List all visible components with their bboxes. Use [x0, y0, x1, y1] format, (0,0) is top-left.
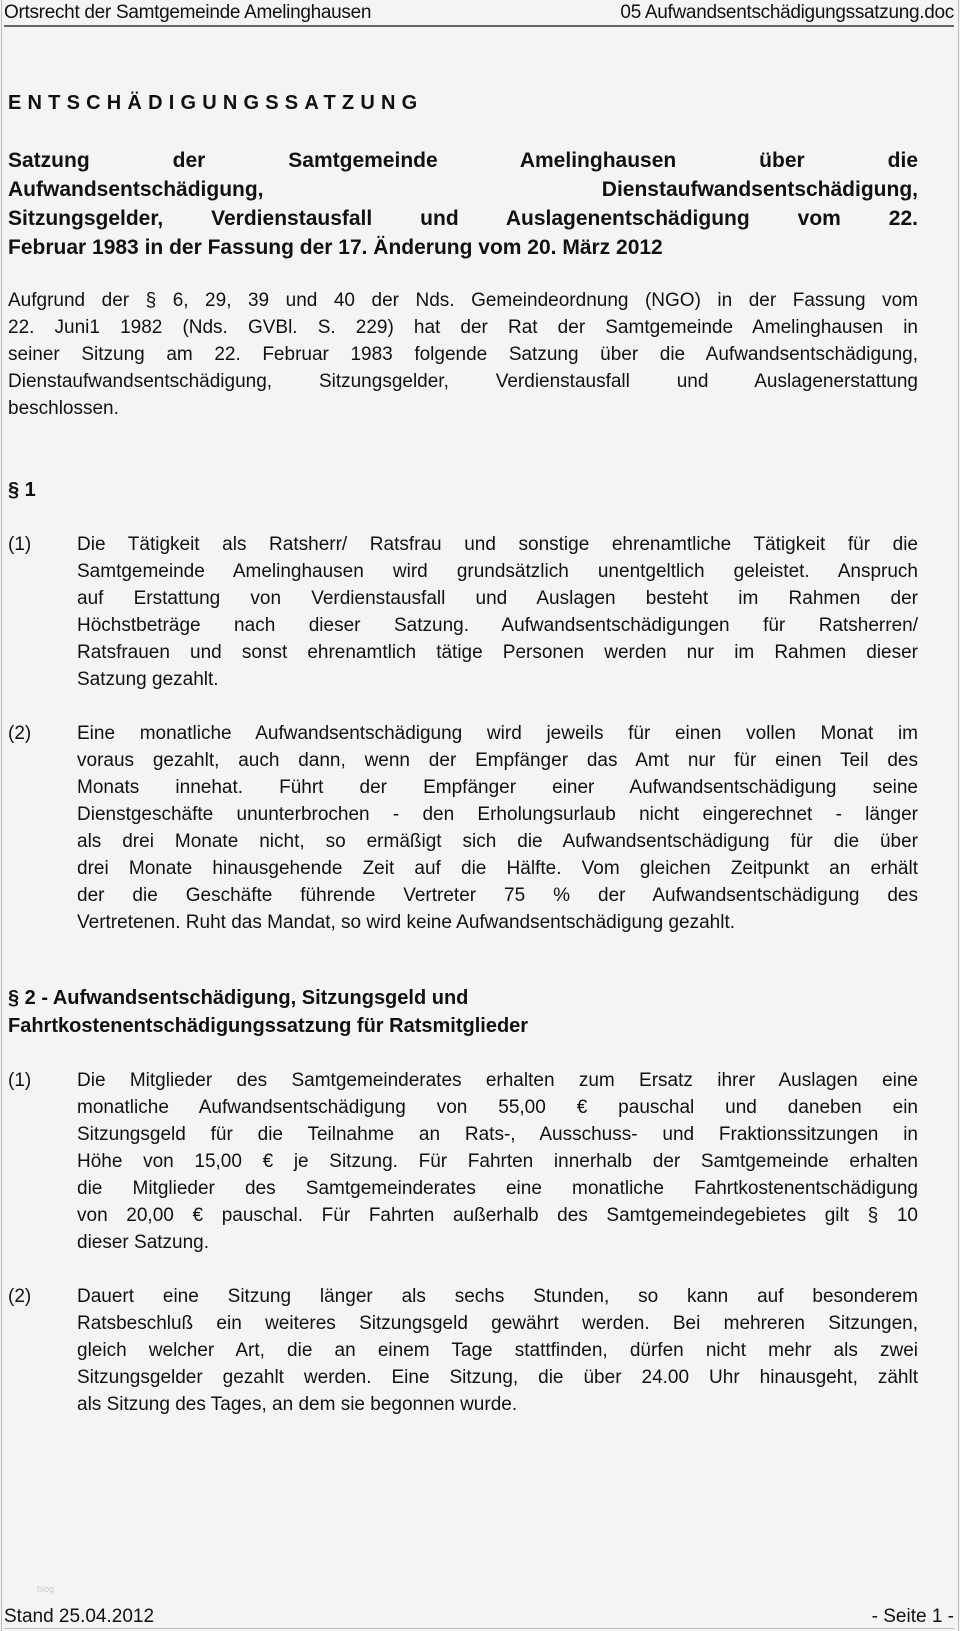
- text-line: Aufwandsentschädigung, Dienstaufwandsentschädigung,: [8, 178, 918, 201]
- item-text: [77, 1283, 918, 1418]
- text-line: Die Mitglieder des Samtgemeinderates erhalten zum Ersatz ihrer Auslagen eine: [77, 1070, 918, 1091]
- section-1-item-1: [8, 531, 918, 693]
- document-title: ENTSCHÄDIGUNGSSATZUNG: [8, 92, 424, 114]
- item-text: [77, 531, 918, 693]
- text-line: Sitzungsgelder, Verdienstausfall und Auslagenentschädigung vom 22.: [8, 207, 918, 230]
- text-line: gleich welcher Art, die an einem Tage stattfinden, dürfen nicht mehr als zwei: [77, 1340, 918, 1361]
- text-line: als Sitzung des Tages, an dem sie begonnen wurde.: [77, 1394, 518, 1415]
- subtitle: [8, 146, 918, 262]
- section-1-item-2: [8, 720, 918, 936]
- section-2-heading-line: Fahrtkostenentschädigungssatzung für Ratsmitglieder: [8, 1015, 529, 1037]
- text-line: von 20,00 € pauschal. Für Fahrten außerhalb des Samtgemeindegebietes gilt § 10: [77, 1205, 918, 1226]
- page-footer: [4, 1606, 954, 1629]
- text-line: dieser Satzung.: [77, 1232, 210, 1253]
- watermark: blog: [37, 1584, 55, 1594]
- text-line: Die Tätigkeit als Ratsherr/ Ratsfrau und sonstige ehrenamtliche Tätigkeit für die: [77, 534, 918, 555]
- section-2-heading-line: § 2 - Aufwandsentschädigung, Sitzungsgeld und: [8, 987, 469, 1009]
- header-left: Ortsrecht der Samtgemeinde Amelinghausen: [4, 2, 372, 23]
- preamble: [8, 287, 918, 422]
- footer-date: Stand 25.04.2012: [4, 1606, 155, 1627]
- text-line: voraus gezahlt, auch dann, wenn der Empfänger das Amt nur für einen Teil des: [77, 750, 918, 771]
- text-line: Monats innehat. Führt der Empfänger einer Aufwandsentschädigung seine: [77, 777, 918, 798]
- text-line: 22. Juni1 1982 (Nds. GVBl. S. 229) hat der Rat der Samtgemeinde Amelinghausen in: [8, 317, 918, 338]
- text-line: Höchstbeträge nach dieser Satzung. Aufwandsentschädigungen für Ratsherren/: [77, 615, 918, 636]
- text-line: Dauert eine Sitzung länger als sechs Stunden, so kann auf besonderem: [77, 1286, 918, 1307]
- text-line: Ratsfrauen und sonst ehrenamtlich tätige Personen werden nur im Rahmen dieser: [77, 642, 918, 663]
- header-right: 05 Aufwandsentschädigungssatzung.doc: [620, 2, 954, 23]
- section-1-heading: § 1: [8, 479, 36, 501]
- item-text: [77, 720, 918, 936]
- footer-page-number: - Seite 1 -: [871, 1606, 954, 1627]
- text-line: Höhe von 15,00 € je Sitzung. Für Fahrten innerhalb der Samtgemeinde erhalten: [77, 1151, 918, 1172]
- text-line: Dienstaufwandsentschädigung, Sitzungsgelder, Verdienstausfall und Auslagenerstattung: [8, 371, 918, 392]
- text-line: Eine monatliche Aufwandsentschädigung wird jeweils für einen vollen Monat im: [77, 723, 918, 744]
- section-2-item-1: [8, 1067, 918, 1256]
- item-text: [77, 1067, 918, 1256]
- item-number: (2): [8, 1286, 32, 1307]
- text-line: Sitzungsgelder gezahlt werden. Eine Sitzung, die über 24.00 Uhr hinausgeht, zählt: [77, 1367, 918, 1388]
- text-line: Dienstgeschäfte ununterbrochen - den Erholungsurlaub nicht eingerechnet - länger: [77, 804, 918, 825]
- item-number: (1): [8, 534, 32, 555]
- text-line: Samtgemeinde Amelinghausen wird grundsätzlich unentgeltlich geleistet. Anspruch: [77, 561, 918, 582]
- text-line: Satzung der Samtgemeinde Amelinghausen über die: [8, 149, 918, 172]
- text-line: monatliche Aufwandsentschädigung von 55,00 € pauschal und daneben ein: [77, 1097, 918, 1118]
- text-line: drei Monate hinausgehende Zeit auf die Hälfte. Vom gleichen Zeitpunkt an erhält: [77, 858, 918, 879]
- text-line: beschlossen.: [8, 398, 119, 419]
- text-line: der die Geschäfte führende Vertreter 75 % der Aufwandsentschädigung des: [77, 885, 918, 906]
- text-line: die Mitglieder des Samtgemeinderates eine monatliche Fahrtkostenentschädigung: [77, 1178, 918, 1199]
- section-2-heading: [8, 984, 528, 1040]
- text-line: seiner Sitzung am 22. Februar 1983 folgende Satzung über die Aufwandsentschädigung,: [8, 344, 918, 365]
- section-2-item-2: [8, 1283, 918, 1418]
- text-line: Aufgrund der § 6, 29, 39 und 40 der Nds. Gemeindeordnung (NGO) in der Fassung vom: [8, 290, 918, 311]
- page-header: [4, 0, 954, 27]
- text-line: als drei Monate nicht, so ermäßigt sich die Aufwandsentschädigung für die über: [77, 831, 918, 852]
- text-line: Ratsbeschluß ein weiteres Sitzungsgeld gewährt werden. Bei mehreren Sitzungen,: [77, 1313, 918, 1334]
- text-line: Satzung gezahlt.: [77, 669, 219, 690]
- text-line: auf Erstattung von Verdienstausfall und Auslagen besteht im Rahmen der: [77, 588, 918, 609]
- text-line: Sitzungsgeld für die Teilnahme an Rats-, Ausschuss- und Fraktionssitzungen in: [77, 1124, 918, 1145]
- item-number: (2): [8, 723, 32, 744]
- text-line: Vertretenen. Ruht das Mandat, so wird keine Aufwandsentschädigung gezahlt.: [77, 912, 736, 933]
- item-number: (1): [8, 1070, 32, 1091]
- text-line: Februar 1983 in der Fassung der 17. Änderung vom 20. März 2012: [8, 236, 663, 259]
